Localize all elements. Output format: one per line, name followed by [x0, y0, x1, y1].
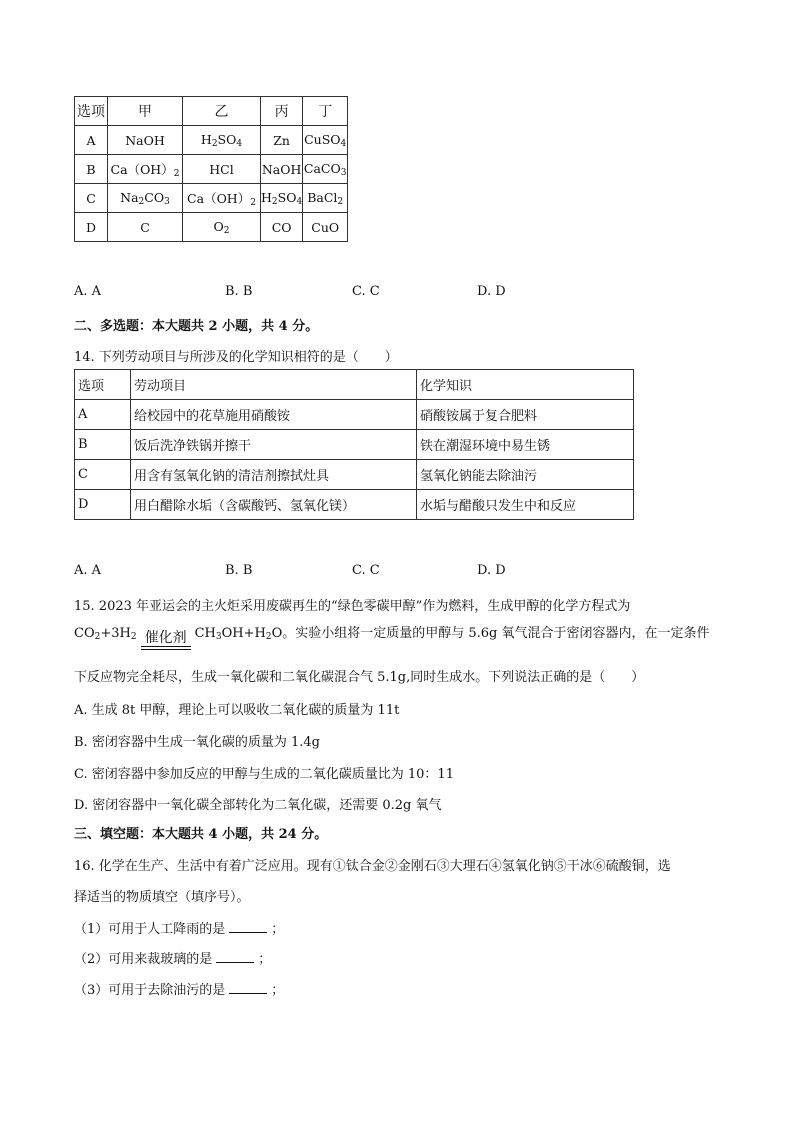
semicolon: ；: [271, 922, 285, 937]
table-header: 丁: [303, 97, 348, 126]
table-row: [75, 126, 348, 155]
equation-products: $CH_3OH+H_2O$。实验小组将一定质量的甲醇与 5.6g 氧气混合于密闭容器内，在一定条件: [194, 626, 710, 642]
q16-stem-line1: 16. 化学在生产、生活中有着广泛应用。现有①钛合金②金刚石③大理石④氢氧化钠⑤干冰⑥硫酸铜，选: [74, 859, 671, 874]
table-cell: Zn: [261, 126, 303, 155]
table-cell: A: [75, 126, 108, 155]
table-row: [75, 155, 348, 184]
q16-item-3-text: （3）可用于去除油污的是: [74, 983, 226, 998]
q16-item-2: [74, 948, 271, 967]
table-cell: C: [75, 184, 108, 213]
table-header: 劳动项目: [131, 370, 417, 400]
table-cell: 用含有氢氧化钠的清洁剂擦拭灶具: [131, 460, 417, 490]
table-cell: A: [75, 400, 131, 430]
catalyst-label: 催化剂: [144, 630, 187, 646]
semicolon: ；: [258, 952, 272, 967]
q13-option-c[interactable]: C. C: [352, 284, 380, 299]
q14-option-c[interactable]: C. C: [352, 563, 380, 578]
table-cell: C: [75, 460, 131, 490]
answer-blank-1[interactable]: [229, 920, 267, 933]
table-cell: D: [75, 490, 131, 520]
table-row: [75, 370, 634, 400]
section-heading-multi-choice: 二、多选题：本大题共 2 小题，共 4 分。: [74, 319, 319, 334]
table-cell: $H_2SO_4$: [183, 126, 261, 155]
table-cell: B: [75, 430, 131, 460]
q13-option-d[interactable]: D. D: [477, 284, 506, 299]
answer-blank-2[interactable]: [216, 950, 254, 963]
q15-stem-line1: 15. 2023 年亚运会的主火炬采用废碳再生的“绿色零碳甲醇”作为燃料，生成甲醇的化学方程式为: [74, 599, 631, 614]
table-cell: $H_2SO_4$: [261, 184, 303, 213]
q14-option-d[interactable]: D. D: [477, 563, 506, 578]
table-cell: $Ca(OH)_2$: [183, 184, 261, 213]
table-header: 化学知识: [417, 370, 634, 400]
table-row: [75, 184, 348, 213]
table-header: 选项: [75, 97, 108, 126]
q16-item-1: [74, 918, 284, 937]
table-cell: CO: [261, 213, 303, 242]
table-cell: 给校园中的花草施用硝酸铵: [131, 400, 417, 430]
table-row: [75, 213, 348, 242]
q15-stem-line3: 下反应物完全耗尽，生成一氧化碳和二氧化碳混合气 5.1g,同时生成水。下列说法正确的是（ ）: [74, 670, 645, 685]
q13-option-a[interactable]: A. A: [74, 284, 102, 299]
q15-option-d[interactable]: D. 密闭容器中一氧化碳全部转化为二氧化碳，还需要 0.2g 氧气: [74, 798, 442, 813]
table-cell: 硝酸铵属于复合肥料: [417, 400, 634, 430]
answer-blank-3[interactable]: [229, 981, 267, 994]
table-cell: HCl: [183, 155, 261, 184]
q16-item-2-text: （2）可用来裁玻璃的是: [74, 952, 213, 967]
table-row: [75, 430, 634, 460]
table-cell: 铁在潮湿环境中易生锈: [417, 430, 634, 460]
question14-table: [74, 369, 634, 520]
table-row: [75, 400, 634, 430]
q16-item-3: [74, 979, 284, 998]
table-cell: $Na_2CO_3$: [108, 184, 183, 213]
table-header: 选项: [75, 370, 131, 400]
q15-option-a[interactable]: A. 生成 8t 甲醇，理论上可以吸收二氧化碳的质量为 11t: [74, 703, 400, 718]
table-cell: CuO: [303, 213, 348, 242]
table-cell: $Ca(OH)_2$: [108, 155, 183, 184]
reaction-arrow: [141, 630, 191, 650]
table-header: 乙: [183, 97, 261, 126]
table-cell: BaCl$_2$: [303, 184, 348, 213]
table-cell: NaOH: [261, 155, 303, 184]
table-row: [75, 460, 634, 490]
table-cell: CaCO$_3$: [303, 155, 348, 184]
q16-item-1-text: （1）可用于人工降雨的是: [74, 922, 226, 937]
table-cell: 水垢与醋酸只发生中和反应: [417, 490, 634, 520]
table-cell: NaOH: [108, 126, 183, 155]
q15-option-c[interactable]: C. 密闭容器中参加反应的甲醇与生成的二氧化碳质量比为 10：11: [74, 767, 454, 782]
table-cell: 用白醋除水垢（含碳酸钙、氢氧化镁）: [131, 490, 417, 520]
q13-option-b[interactable]: B. B: [225, 284, 253, 299]
table-cell: CuSO$_4$: [303, 126, 348, 155]
question13-table: [74, 96, 348, 242]
equals-bar: [141, 646, 191, 650]
q14-stem: 14. 下列劳动项目与所涉及的化学知识相符的是（ ）: [74, 350, 398, 365]
table-row: [75, 490, 634, 520]
table-cell: B: [75, 155, 108, 184]
semicolon: ；: [271, 983, 285, 998]
q15-option-b[interactable]: B. 密闭容器中生成一氧化碳的质量为 1.4g: [74, 735, 320, 750]
q15-equation-line: [74, 621, 710, 647]
q16-stem-line2: 择适当的物质填空（填序号）。: [74, 890, 250, 905]
section-heading-fill-blank: 三、填空题：本大题共 4 小题，共 24 分。: [74, 827, 328, 842]
table-cell: $O_2$: [183, 213, 261, 242]
q14-option-b[interactable]: B. B: [225, 563, 253, 578]
table-cell: 氢氧化钠能去除油污: [417, 460, 634, 490]
table-cell: C: [108, 213, 183, 242]
table-header: 丙: [261, 97, 303, 126]
equation-reactants: $CO_2+3H_2$: [74, 626, 137, 642]
table-cell: D: [75, 213, 108, 242]
q14-option-a[interactable]: A. A: [74, 563, 102, 578]
table-header: 甲: [108, 97, 183, 126]
table-cell: 饭后洗净铁锅并擦干: [131, 430, 417, 460]
